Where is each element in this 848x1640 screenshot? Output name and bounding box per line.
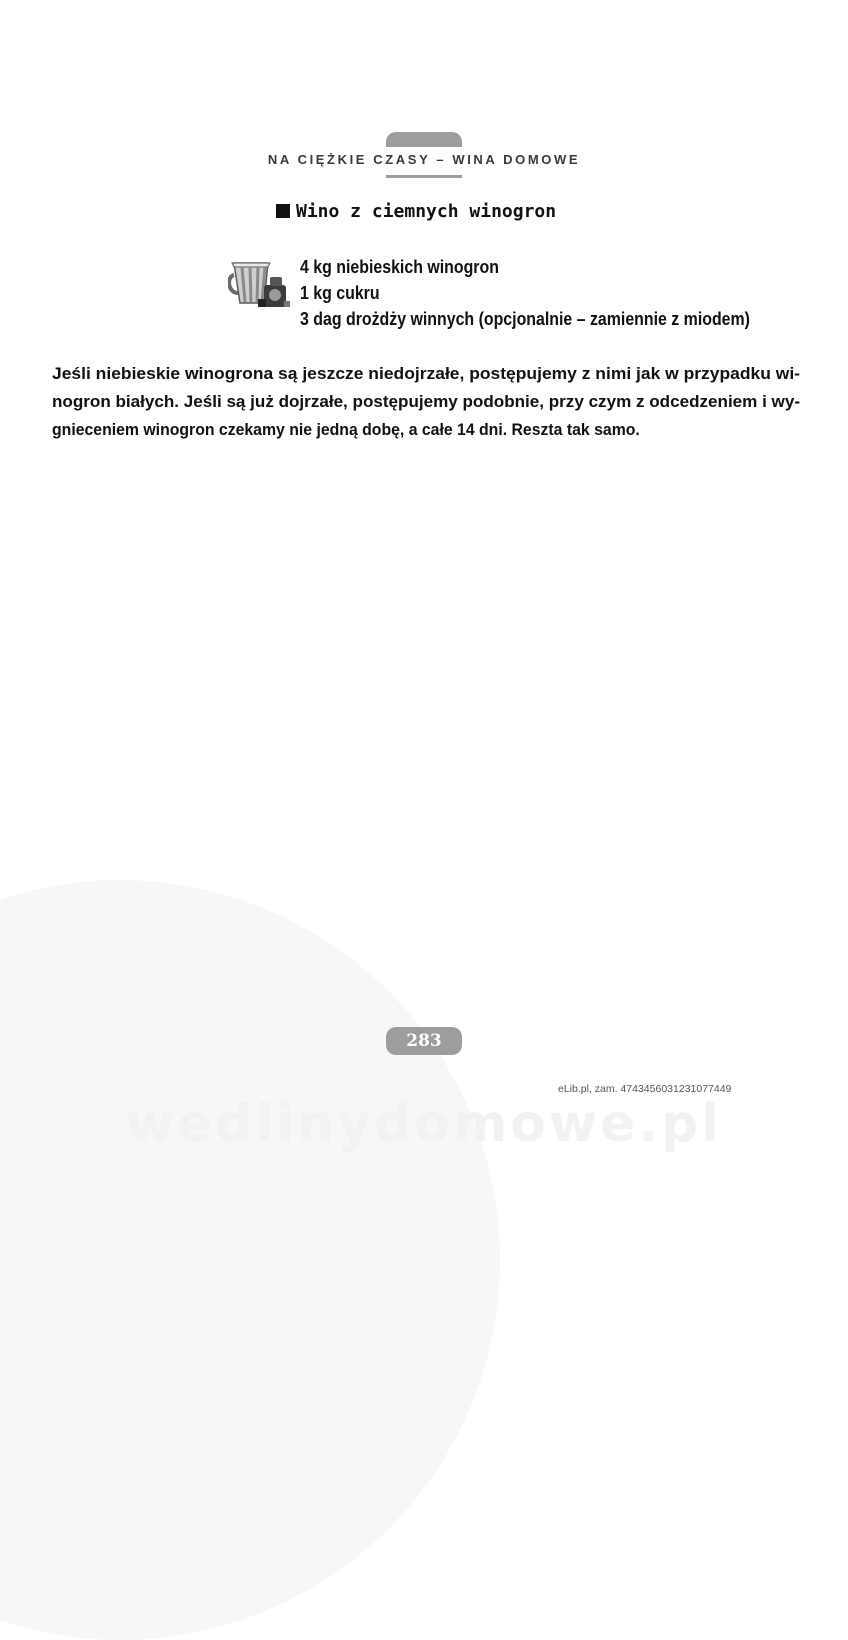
recipe-title [276,201,556,222]
square-bullet-icon [276,204,290,218]
running-head: NA CIĘŻKIE CZASY – WINA DOMOWE [267,152,581,167]
recipe-instructions [52,360,800,444]
ingredient-item: 1 kg cukru [300,282,380,303]
background-decoration [0,880,500,1640]
instructions-line: Jeśli niebieskie winogrona są jeszcze niedojrzałe, postępujemy z nimi jak w przypadku wi- [52,364,800,383]
kitchen-scale-and-jug-icon [228,255,292,311]
ingredients-list [300,254,750,332]
watermark: wedlinydomowe.pl [125,1094,723,1154]
ingredient-item: 4 kg niebieskich winogron [300,256,499,277]
page-number: 283 [386,1027,462,1055]
instructions-line: gnieceniem winogron czekamy nie jedną dobę, a całe 14 dni. Reszta tak samo. [52,420,640,439]
elib-order-note: eLib.pl, zam. 4743456031231077449 [558,1083,732,1095]
ingredient-item: 3 dag drożdży winnych (opcjonalnie – zamiennie z miodem) [300,308,750,329]
recipe-title-text: Wino z ciemnych winogron [296,201,557,222]
instructions-line: nogron białych. Jeśli są już dojrzałe, postępujemy podobnie, przy czym z odcedzeniem i wy- [52,392,800,411]
